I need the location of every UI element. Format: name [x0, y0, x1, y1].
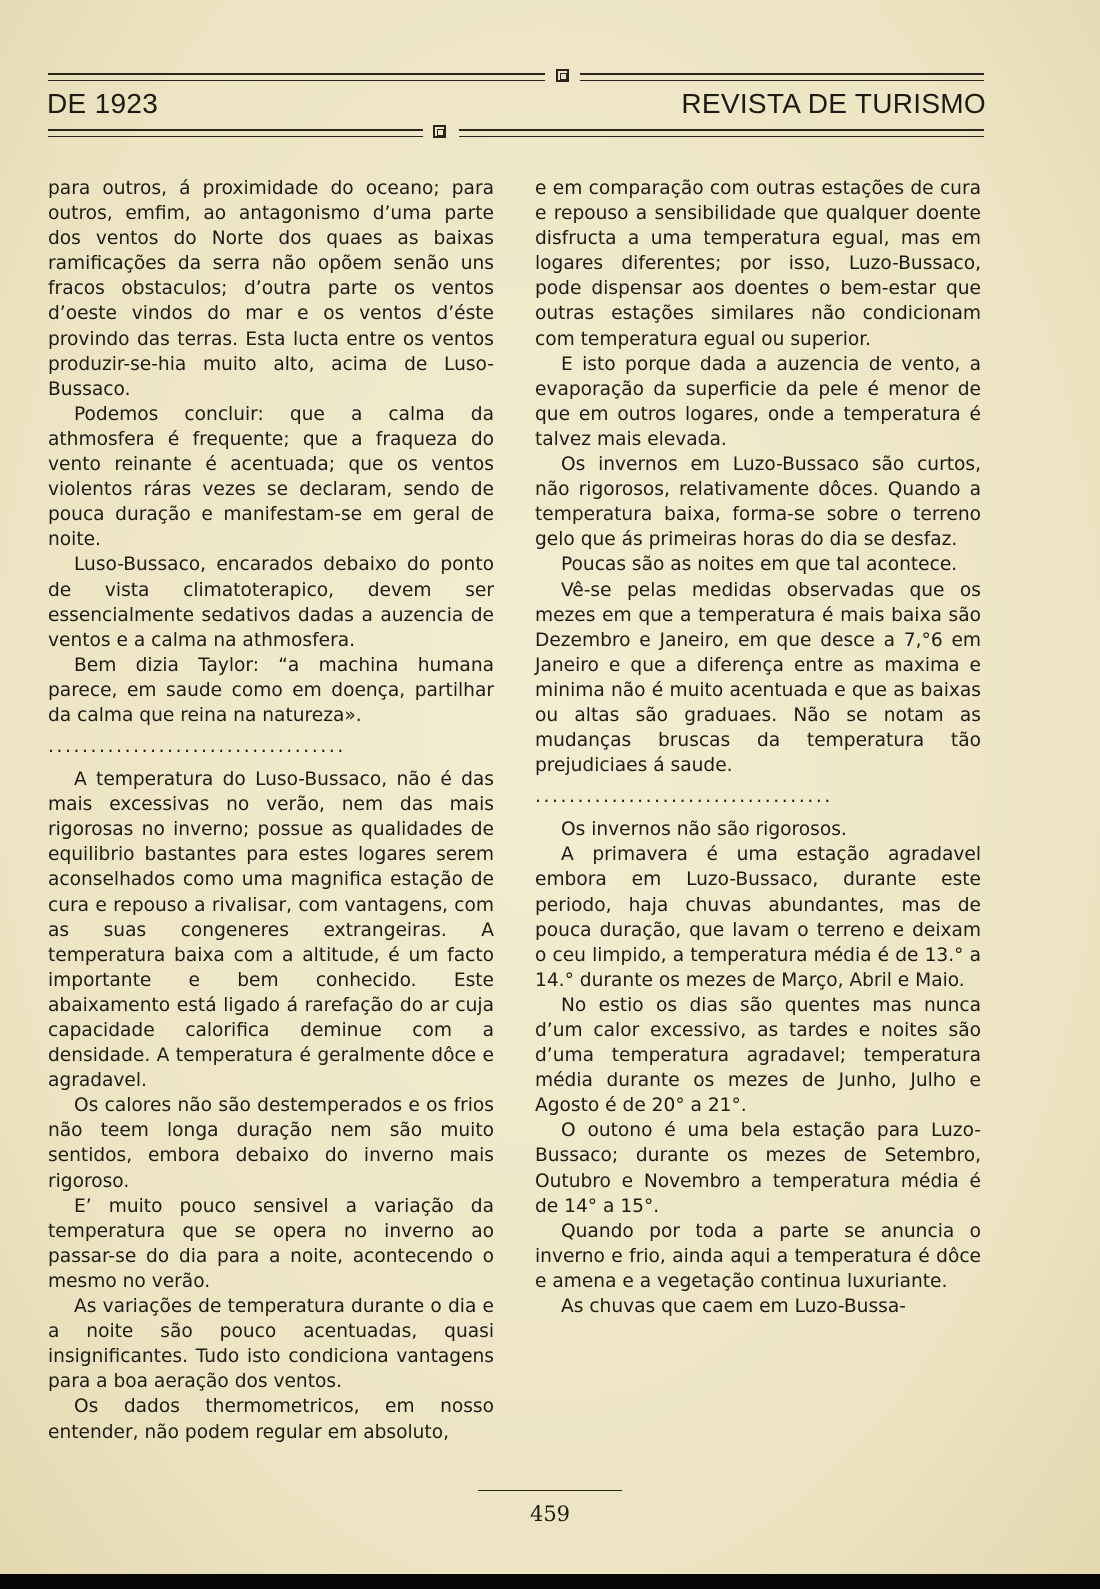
header-magazine-title: REVISTA DE TURISMO: [681, 88, 986, 119]
paragraph: As chuvas que caem em Luzo-Bussa-: [561, 1296, 906, 1318]
paragraph: A temperatura do Luso-Bussaco, não é das mais excessivas no verão, nem das mais rigorosas no inverno; possue as qualidades de equilibrio bastantes para estes logares serem aconselhados como uma magnifica estação de cura e repouso a rivalisar, com vantagens, com as suas congeneres extrangeiras. A temperatura baixa com a altitude, é um facto importante e bem conhecido. Este abaixamento está ligado á rarefação do ar cuja capacidade calorifica deminue com a densidade. A temperatura é geralmente dôce e agradavel.: [48, 769, 494, 1092]
paragraph: Bem dizia Taylor: “a machina humana parece, em saude como em doença, partilhar da calma que reina na natureza».: [48, 654, 494, 726]
left-column: [48, 176, 494, 1445]
dotted-separator: ...................................: [48, 736, 346, 758]
top-rule-left: [48, 73, 545, 81]
paragraph: O outono é uma bela estação para Luzo-Bussaco; durante os mezes de Setembro, Outubro e Novembro a temperatura média é de 14° a 15°.: [535, 1120, 981, 1217]
paragraph: e em comparação com outras estações de cura e repouso a sensibilidade que qualquer doente disfructa a uma temperatura egual, mas em logares diferentes; por isso, Luzo-Bussaco, pode dispensar aos doentes o bem-estar que outras estações similares não condicionam com temperatura egual ou superior.: [535, 178, 981, 350]
right-column: [535, 176, 981, 1319]
top-rule-right: [580, 73, 984, 81]
paragraph: No estio os dias são quentes mas nunca d’um calor excessivo, as tardes e noites são d’uma temperatura agradavel; temperatura média durante os mezes de Junho, Julho e Agosto é de 20° a 21°.: [535, 994, 981, 1117]
header-date: DE 1923: [47, 88, 159, 119]
paragraph: para outros, á proximidade do oceano; para outros, emfim, ao antagonismo d’uma parte dos ventos do Norte dos quaes as baixas ramificações da serra não opõem senão uns fracos obstaculos; d’outra parte os ventos d’oeste vindos do mar e os ventos d’éste provindo das terras. Esta lucta entre os ventos produzir-se-hia muito alto, acima de Luso-Bussaco.: [48, 178, 494, 400]
paragraph: E’ muito pouco sensivel a variação da temperatura que se opera no inverno ao passar-se do dia para a noite, acontecendo o mesmo no verão.: [48, 1195, 494, 1292]
header-rule-left: [48, 129, 423, 137]
header-rule-right: [459, 129, 984, 137]
footer-rule: [478, 1490, 622, 1491]
page-number: 459: [529, 1502, 571, 1526]
paragraph: E isto porque dada a auzencia de vento, a evaporação da superficie da pele é menor de que em outros logares, onde a temperatura é talvez mais elevada.: [535, 353, 981, 450]
paragraph: Os invernos em Luzo-Bussaco são curtos, não rigorosos, relativamente dôces. Quando a temperatura baixa, forma-se sobre o terreno gelo que ás primeiras horas do dia se desfaz.: [535, 454, 981, 551]
paragraph: As variações de temperatura durante o dia e a noite são pouco acentuadas, quasi insignificantes. Tudo isto condiciona vantagens para a boa aeração dos ventos.: [48, 1296, 494, 1393]
paragraph: Os invernos não são rigorosos.: [561, 819, 847, 841]
ornament-icon: [433, 125, 446, 138]
paragraph: Quando por toda a parte se anuncia o inverno e frio, ainda aqui a temperatura é dôce e amena e a vegetação continua luxuriante.: [535, 1220, 981, 1292]
paragraph: Podemos concluir: que a calma da athmosfera é frequente; que a fraqueza do vento reinante é acentuada; que os ventos violentos ráras vezes se declaram, sendo de pouca duração e manifestam-se em geral de noite.: [48, 403, 494, 551]
scan-edge: [0, 1574, 1100, 1589]
ornament-icon: [556, 69, 569, 82]
paragraph: Luso-Bussaco, encarados debaixo do ponto de vista climatoterapico, devem ser essencialmente sedativos dadas a auzencia de ventos e a calma na athmosfera.: [48, 554, 494, 651]
paragraph: Poucas são as noites em que tal acontece.: [561, 554, 958, 576]
paragraph: Os dados thermometricos, em nosso entender, não podem regular em absoluto,: [48, 1396, 494, 1443]
paragraph: A primavera é uma estação agradavel embora em Luzo-Bussaco, durante este periodo, haja chuvas abundantes, mas de pouca duração, que lavam o terreno e deixam o ceu limpido, a temperatura média é de 13.° a 14.° durante os mezes de Março, Abril e Maio.: [535, 844, 981, 991]
paragraph: Os calores não são destemperados e os frios não teem longa duração nem são muito sentidos, embora debaixo do inverno mais rigoroso.: [48, 1095, 494, 1192]
paragraph: Vê-se pelas medidas observadas que os mezes em que a temperatura é mais baixa são Dezembro e Janeiro, em que desce a 7,°6 em Janeiro e que a diferença entre as maxima e minima não é muito acentuada e que as baixas ou altas são graduaes. Não se notam as mudanças bruscas da temperatura tão prejudiciaes á saude.: [535, 579, 981, 777]
dotted-separator: ...................................: [535, 786, 833, 808]
